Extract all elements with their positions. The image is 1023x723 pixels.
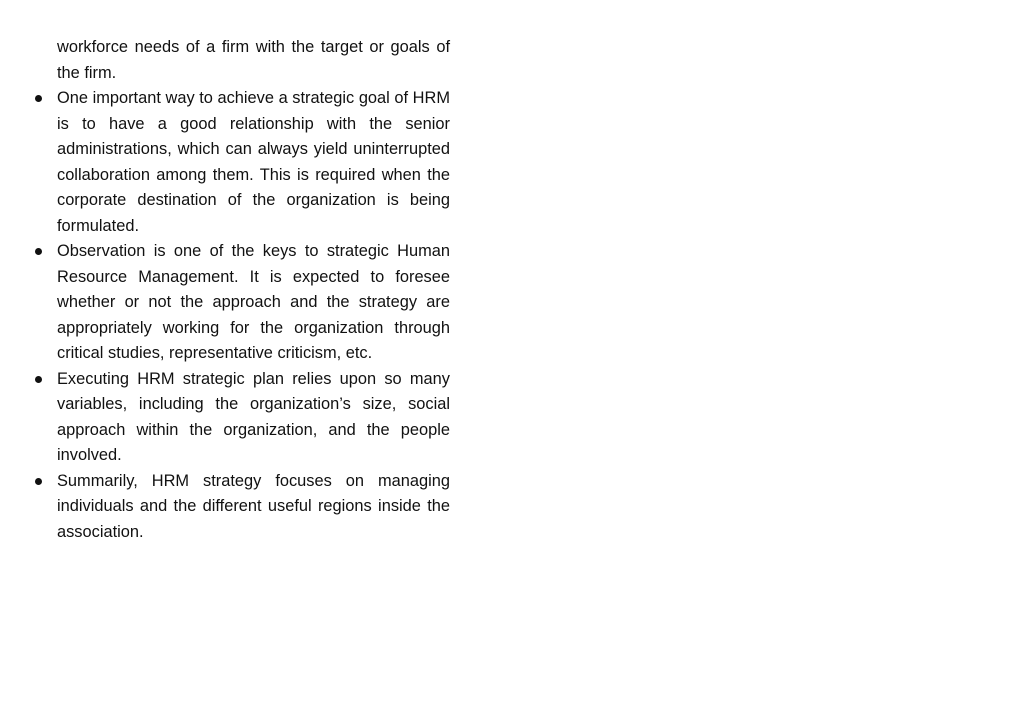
bullet-icon [35,95,42,102]
bullet-text: One important way to achieve a strategic goal of HRM is to have a good relationship with the senior administrations, which can always yield uninterrupted collaboration among them. This is required when the corporate destination of the organization is being formulated. [57,89,450,235]
bullet-icon [35,478,42,485]
bullet-item [57,469,450,546]
bullet-icon [35,376,42,383]
bullet-text: Observation is one of the keys to strategic Human Resource Management. It is expected to foresee whether or not the approach and the strategy are appropriately working for the organization through critical studies, representative criticism, etc. [57,242,450,362]
bullet-text: Executing HRM strategic plan relies upon so many variables, including the organization’s size, social approach within the organization, and the people involved. [57,369,450,464]
bullet-list [57,86,450,545]
bullet-icon [35,248,42,255]
bullet-item [57,367,450,469]
bullet-item [57,86,450,239]
text-column [57,35,450,545]
bullet-item [57,239,450,367]
bullet-text: Summarily, HRM strategy focuses on managing individuals and the different useful regions inside the association. [57,471,450,541]
continuation-paragraph: workforce needs of a firm with the target or goals of the firm. [57,38,450,82]
